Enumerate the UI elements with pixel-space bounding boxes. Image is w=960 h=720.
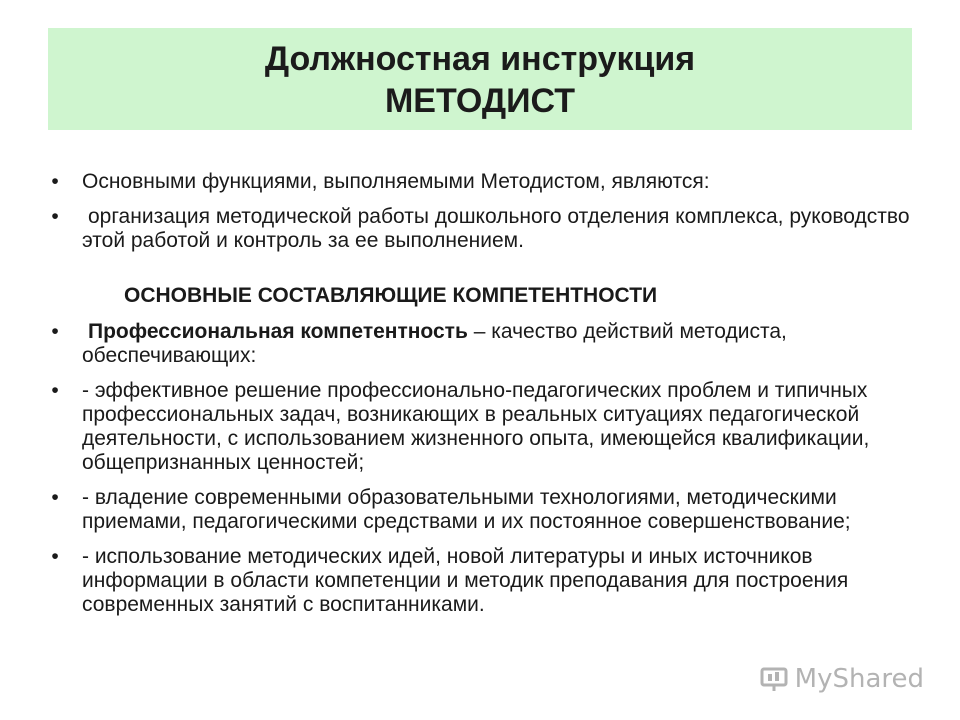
title-line-2: МЕТОДИСТ <box>384 82 576 120</box>
title-line-1: Должностная инструкция <box>264 40 696 78</box>
list-item <box>46 205 926 253</box>
list-item <box>46 170 926 194</box>
list-item-text: Основными функциями, выполняемыми Методистом, являются: <box>82 170 710 193</box>
list-item-text: организация методической работы дошкольного отделения комплекса, руководство этой работой и контроль за ее выполнением. <box>82 205 910 252</box>
bullet-icon: • <box>51 545 59 568</box>
list-item-text: - использование методических идей, новой литературы и иных источников информации в области компетенции и методик преподавания для построения современных занятий с воспитанниками. <box>82 545 849 616</box>
watermark-text: MyShared <box>794 664 924 694</box>
bullet-icon: • <box>51 170 59 193</box>
title-banner <box>48 28 912 130</box>
watermark-logo <box>759 664 924 694</box>
slide-body <box>46 170 926 628</box>
bullet-icon: • <box>51 320 59 343</box>
list-item <box>46 486 926 534</box>
competence-definition: – качество действий методиста, обеспечивающих: <box>82 320 787 367</box>
list-item <box>46 379 926 475</box>
bullet-icon: • <box>51 205 59 228</box>
section-heading: ОСНОВНЫЕ СОСТАВЛЯЮЩИЕ КОМПЕТЕНТНОСТИ <box>124 284 658 307</box>
list-item-text: - эффективное решение профессионально-педагогических проблем и типичных профессиональных задач, возникающих в реальных ситуациях педагогической деятельности, с использованием жизненного опыта, имеющейся квалификации, общепризнанных ценностей; <box>82 379 870 474</box>
list-item <box>46 320 926 368</box>
bullet-icon: • <box>51 379 59 402</box>
competence-term: Профессиональная компетентность <box>88 320 468 343</box>
list-item <box>46 545 926 617</box>
presentation-icon <box>759 664 789 694</box>
list-item-text: - владение современными образовательными технологиями, методическими приемами, педагогическими средствами и их постоянное совершенствование; <box>82 486 851 533</box>
bullet-icon: • <box>51 486 59 509</box>
